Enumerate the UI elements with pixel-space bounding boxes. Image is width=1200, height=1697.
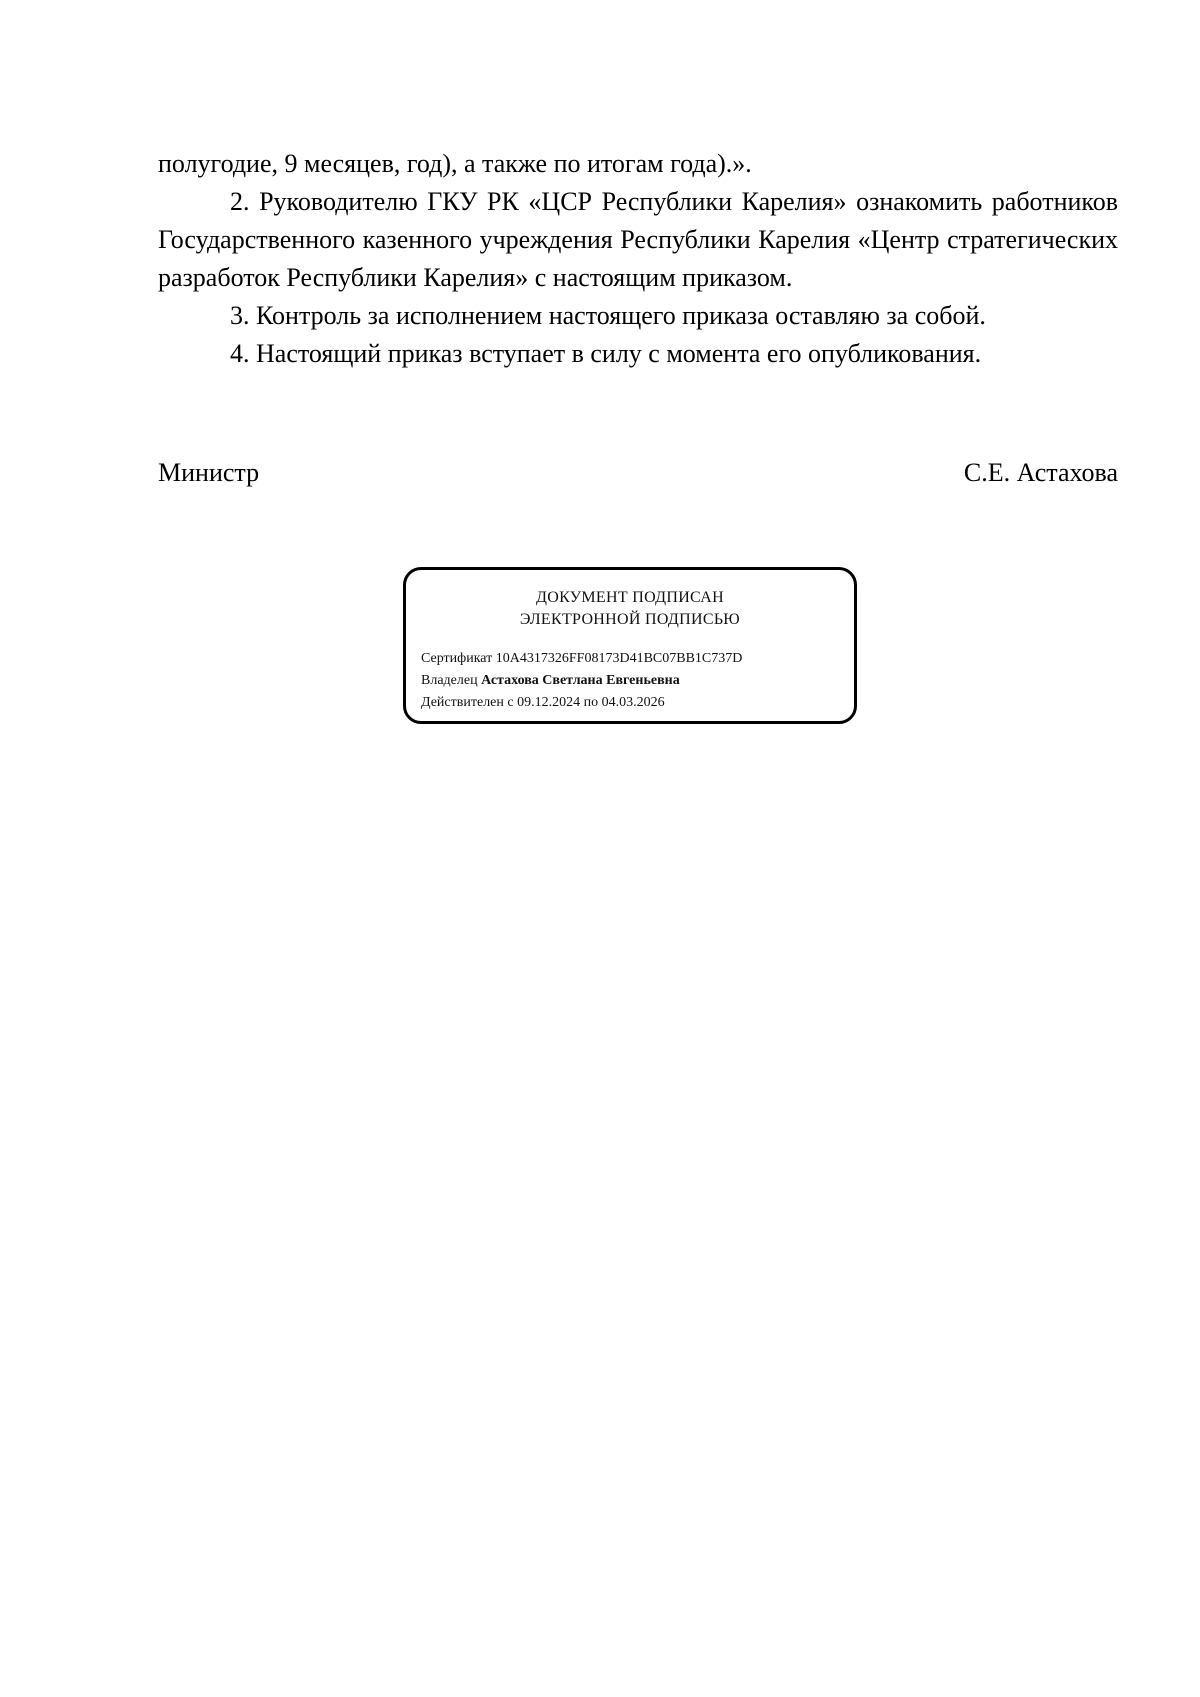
owner-label: Владелец: [421, 673, 478, 688]
stamp-title-line-1: ДОКУМЕНТ ПОДПИСАН: [536, 589, 724, 606]
paragraph-item-3: 3. Контроль за исполнением настоящего приказа оставляю за собой.: [230, 301, 986, 330]
valid-from: 09.12.2024: [517, 695, 581, 710]
stamp-owner: [421, 672, 680, 690]
paragraph-continuation: полугодие, 9 месяцев, год), а также по итогам года).».: [158, 149, 752, 178]
electronic-signature-stamp: [403, 567, 857, 724]
certificate-value: 10A4317326FF08173D41BC07BB1C737D: [495, 651, 743, 666]
valid-label: Действителен с: [421, 695, 514, 710]
document-body: [158, 145, 1118, 373]
stamp-certificate: [421, 650, 742, 668]
stamp-validity: [421, 694, 665, 712]
certificate-label: Сертификат: [421, 651, 493, 666]
stamp-title-line-2: ЭЛЕКТРОННОЙ ПОДПИСЬЮ: [519, 611, 741, 628]
paragraph-item-2: 2. Руководителю ГКУ РК «ЦСР Республики Карелия» ознакомить работников Государственного казенного учреждения Республики Карелия «Центр стратегических разработок Республики Карелия» с настоящим приказом.: [158, 187, 1118, 292]
owner-value: Астахова Светлана Евгеньевна: [481, 673, 680, 688]
valid-to: 04.03.2026: [601, 695, 665, 710]
valid-to-label: по: [583, 695, 599, 710]
signatory-position: Министр: [158, 458, 260, 487]
signatory-name: С.Е. Астахова: [963, 458, 1118, 487]
signature-row: [158, 455, 1118, 491]
paragraph-item-4: 4. Настоящий приказ вступает в силу с момента его опубликования.: [230, 339, 982, 368]
stamp-title: [406, 587, 854, 631]
